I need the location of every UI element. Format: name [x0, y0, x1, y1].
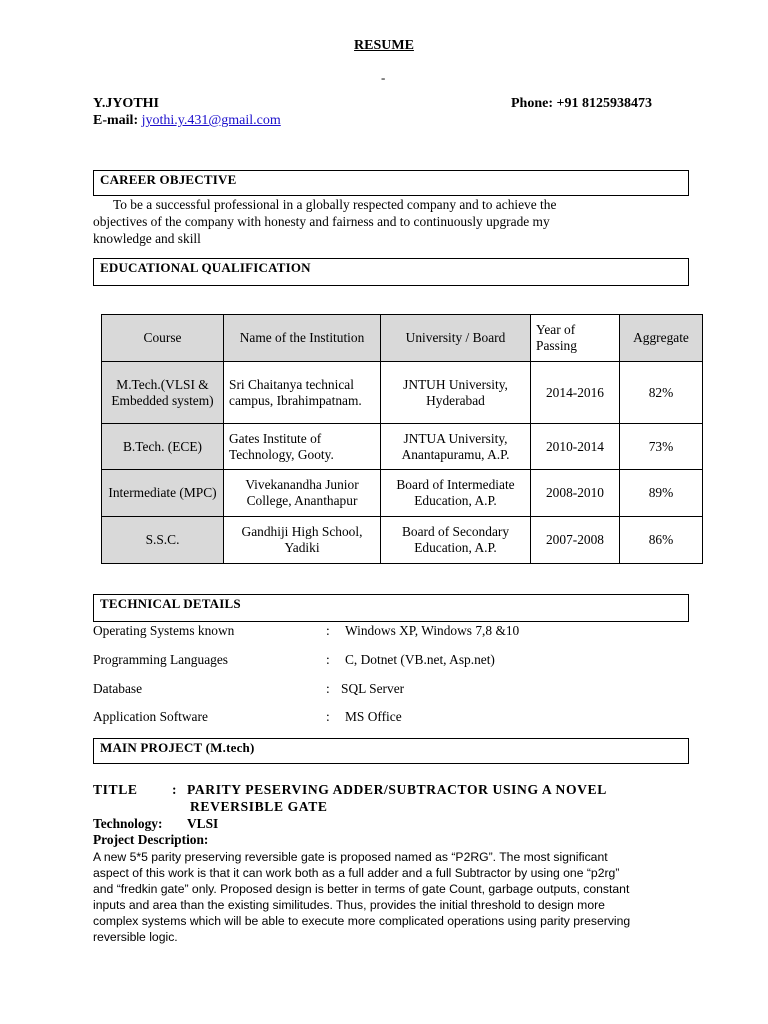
phone-number: Phone: +91 8125938473	[511, 96, 652, 111]
description-line: aspect of this work is that it can work both as a full adder and a full Subtractor by using one “p2rg”	[93, 866, 620, 880]
year-cell: 2007-2008	[531, 517, 620, 564]
career-line: To be a successful professional in a globally respected company and to achieve the	[113, 197, 557, 212]
technical-heading: TECHNICAL DETAILS	[93, 594, 689, 622]
table-row	[102, 517, 703, 564]
aggregate-cell: 89%	[620, 470, 703, 517]
tech-separator: :	[326, 681, 330, 696]
header-institution: Name of the Institution	[224, 315, 381, 362]
aggregate-cell: 86%	[620, 517, 703, 564]
email-link[interactable]: jyothi.y.431@gmail.com	[141, 113, 281, 128]
tech-value: Windows XP, Windows 7,8 &10	[345, 623, 520, 638]
institution-cell: Gates Institute of Technology, Gooty.	[224, 424, 381, 470]
table-row	[102, 470, 703, 517]
education-heading: EDUCATIONAL QUALIFICATION	[93, 258, 689, 286]
tech-label: Database	[93, 681, 143, 696]
header-year: Year of Passing	[531, 315, 620, 362]
career-line: objectives of the company with honesty and fairness and to continuously upgrade my	[93, 214, 550, 229]
career-objective-heading: CAREER OBJECTIVE	[93, 170, 689, 196]
header-aggregate: Aggregate	[620, 315, 703, 362]
course-cell: B.Tech. (ECE)	[102, 424, 224, 470]
project-title-line: REVERSIBLE GATE	[190, 799, 328, 814]
year-cell: 2014-2016	[531, 362, 620, 424]
technology-label: Technology:	[93, 816, 163, 831]
aggregate-cell: 73%	[620, 424, 703, 470]
email-label: E-mail:	[93, 113, 139, 128]
tech-separator: :	[326, 623, 330, 638]
tech-value: MS Office	[345, 709, 402, 724]
tech-value: C, Dotnet (VB.net, Asp.net)	[345, 652, 495, 667]
description-line: complex systems which will be able to execute more complicated operations using parity preserving	[93, 914, 631, 928]
project-title-separator: :	[172, 782, 178, 797]
project-title-line: PARITY PESERVING ADDER/SUBTRACTOR USING A NOVEL	[187, 782, 607, 797]
description-line: and “fredkin gate” only. Proposed design is better in terms of gate Count, garbage outputs, constant	[93, 882, 630, 896]
tech-label: Operating Systems known	[93, 623, 235, 638]
table-header-row	[102, 315, 703, 362]
tech-separator: :	[326, 652, 330, 667]
year-cell: 2008-2010	[531, 470, 620, 517]
university-cell: Board of Intermediate Education, A.P.	[381, 470, 531, 517]
aggregate-cell: 82%	[620, 362, 703, 424]
table-row	[102, 362, 703, 424]
project-description	[93, 849, 673, 945]
institution-cell: Gandhiji High School, Yadiki	[224, 517, 381, 564]
career-line: knowledge and skill	[93, 231, 201, 246]
header-university: University / Board	[381, 315, 531, 362]
institution-cell: Vivekanandha Junior College, Ananthapur	[224, 470, 381, 517]
applicant-name: Y.JYOTHI	[93, 96, 160, 111]
title-dash: -	[381, 70, 386, 85]
tech-separator: :	[326, 709, 330, 724]
year-cell: 2010-2014	[531, 424, 620, 470]
university-cell: JNTUA University, Anantapuramu, A.P.	[381, 424, 531, 470]
table-row	[102, 424, 703, 470]
project-title-label: TITLE	[93, 782, 138, 797]
header-course: Course	[102, 315, 224, 362]
university-cell: Board of Secondary Education, A.P.	[381, 517, 531, 564]
tech-value: SQL Server	[341, 681, 405, 696]
description-line: A new 5*5 parity preserving reversible gate is proposed named as “P2RG”. The most significant	[93, 850, 608, 864]
career-objective-text	[93, 196, 693, 247]
description-line: inputs and area than the existing similitudes. Thus, provides the initial threshold to design more	[93, 898, 605, 912]
education-table	[101, 314, 703, 564]
resume-title: RESUME	[354, 38, 414, 53]
project-heading: MAIN PROJECT (M.tech)	[93, 738, 689, 764]
course-cell: M.Tech.(VLSI & Embedded system)	[102, 362, 224, 424]
university-cell: JNTUH University, Hyderabad	[381, 362, 531, 424]
email-line	[93, 113, 281, 129]
technology-value: VLSI	[187, 816, 219, 831]
description-line: reversible logic.	[93, 930, 178, 944]
institution-cell: Sri Chaitanya technical campus, Ibrahimpatnam.	[224, 362, 381, 424]
tech-label: Programming Languages	[93, 652, 228, 667]
course-cell: Intermediate (MPC)	[102, 470, 224, 517]
course-cell: S.S.C.	[102, 517, 224, 564]
project-description-label: Project Description:	[93, 832, 209, 847]
tech-label: Application Software	[93, 709, 208, 724]
